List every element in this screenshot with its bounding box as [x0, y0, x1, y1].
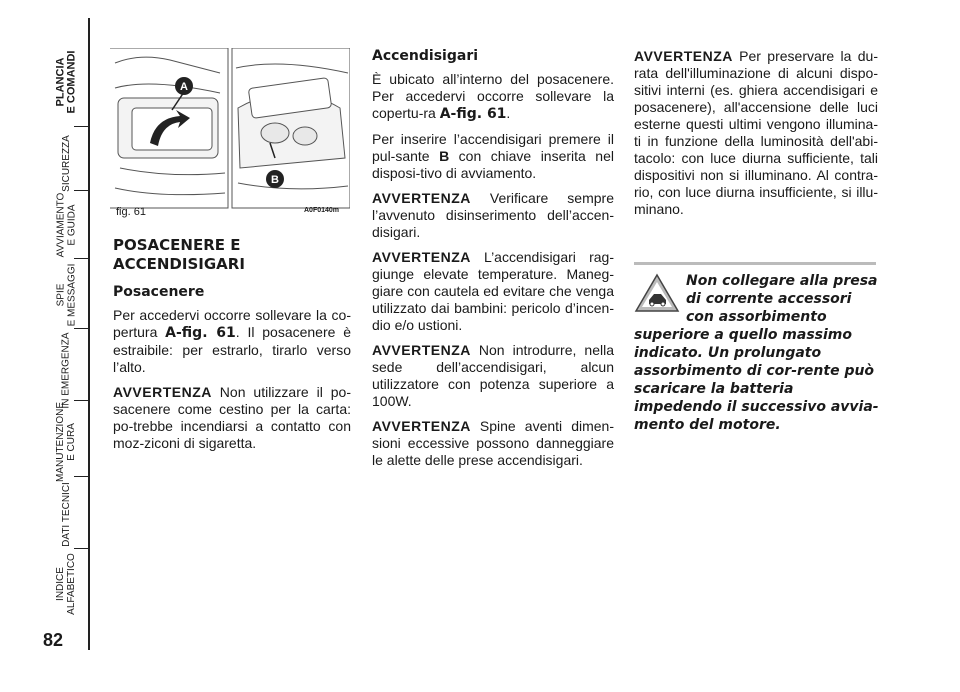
tab-label: PLANCIA E COMANDI	[54, 50, 78, 114]
figure-reference: A-fig. 61	[439, 106, 507, 122]
subtitle-posacenere: Posacenere	[113, 284, 205, 300]
tab-label: SPIE E MESSAGGI	[55, 263, 78, 327]
column-1	[113, 236, 351, 460]
column-2	[372, 48, 614, 477]
tab-divider	[74, 476, 90, 477]
section-title-line2: ACCENDISIGARI	[113, 255, 245, 273]
figure-label-b: B	[271, 174, 279, 186]
text: Per preservare la du-rata dell'illuminazione di alcuni dispo-sitivi interni (es. ghiera accendisigari e posacenere), all'accensione delle luci esterne questi ultimi vengono illumina-ti in funzione della luminosità dell'abi-tacolo: con luce diurna sufficiente, tali dispositivi non si illuminano. Al contra-rio, con luce diurna insufficiente, si illu-minano.	[634, 48, 878, 217]
warning-label: AVVERTENZA	[372, 342, 471, 358]
tab-label: SICUREZZA	[60, 134, 72, 192]
text: Non utilizzare il po-sacenere come cestino per la carta: po-trebbe incendiarsi a contatto con moz-ziconi di sigaretta.	[113, 384, 351, 451]
warning-paragraph	[113, 384, 351, 452]
caution-top-rule	[634, 262, 876, 265]
section-sidebar	[0, 0, 100, 692]
tab-divider	[74, 548, 90, 549]
text: con chiave inserita nel disposi-tivo di avviamento.	[372, 148, 614, 181]
sidebar-rule	[88, 18, 90, 650]
text: . Il posacenere è estraibile: per estrarlo, tirarlo verso l’alto.	[113, 324, 352, 375]
text: L’accendisigari rag-giunge elevate temperature. Maneg-giare con cautela ed evitare che venga utilizzato dai bambini: pericolo d’incen-dio e/o ustioni.	[372, 249, 614, 333]
paragraph	[113, 307, 351, 376]
text: Spine aventi dimen-sioni eccessive possono danneggiare le alette delle prese accendisigari.	[372, 418, 614, 468]
tab-avviamento-e-guida[interactable]	[46, 190, 86, 260]
tab-sicurezza[interactable]	[46, 128, 86, 198]
paragraph	[372, 131, 614, 182]
warning-label: AVVERTENZA	[634, 48, 733, 64]
tab-manutenzione-e-cura[interactable]	[46, 402, 86, 482]
figure-reference: A-fig. 61	[165, 325, 236, 341]
text: .	[506, 105, 511, 121]
warning-paragraph	[372, 249, 614, 334]
caution-box	[634, 272, 880, 434]
text: Per inserire l’accendisigari premere il pul-sante	[372, 131, 614, 164]
section-title-line1: POSACENERE E	[113, 236, 241, 254]
tab-label: MANUTENZIONE E CURA	[55, 402, 77, 482]
text: Per accedervi occorre sollevare la co-pertura	[113, 307, 351, 340]
tab-divider	[74, 400, 90, 401]
subtitle-accendisigari: Accendisigari	[372, 48, 479, 64]
warning-label: AVVERTENZA	[372, 190, 471, 206]
tab-plancia-e-comandi[interactable]	[46, 34, 86, 130]
tab-indice-alfabetico[interactable]	[46, 550, 86, 618]
tab-dati-tecnici[interactable]	[46, 478, 86, 550]
warning-paragraph	[372, 190, 614, 241]
figure-code: A0F0140m	[304, 207, 340, 214]
tab-label: INDICE ALFABETICO	[55, 553, 77, 615]
warning-paragraph	[372, 418, 614, 469]
text: Non introdurre, nella sede dell’accendisigari, alcun utilizzatore con potenza superiore a 100W.	[372, 342, 614, 409]
tab-label: AVVIAMENTO E GUIDA	[55, 192, 77, 258]
tab-divider	[74, 126, 90, 127]
page-number: 82	[42, 630, 64, 650]
section-title	[113, 236, 351, 274]
paragraph	[372, 71, 614, 123]
warning-paragraph	[372, 342, 614, 410]
tab-divider	[74, 258, 90, 259]
warning-triangle-icon	[634, 272, 680, 314]
tab-label: DATI TECNICI	[60, 481, 72, 547]
tab-label: IN EMERGENZA	[60, 331, 72, 409]
figure-label-a: A	[180, 81, 188, 93]
warning-label: AVVERTENZA	[113, 384, 212, 400]
tab-in-emergenza[interactable]	[46, 330, 86, 410]
text: Verificare sempre l’avvenuto disinserimento dell’accen-disigari.	[372, 190, 614, 240]
tab-divider	[74, 328, 90, 329]
column-3	[634, 48, 878, 226]
button-reference: B	[439, 148, 450, 164]
warning-label: AVVERTENZA	[372, 418, 471, 434]
text: È ubicato all’interno del posacenere. Per accedervi occorre sollevare la copertu-ra	[372, 71, 614, 121]
warning-paragraph	[634, 48, 878, 218]
caution-text: Non collegare alla presa di corrente accessori con assorbimento superiore a quello massimo indicato. Un prolungato assorbimento di cor-rente può scaricare la batteria impedendo il successivo avvia-mento del motore.	[634, 273, 879, 433]
tab-spie-e-messaggi[interactable]	[46, 260, 86, 330]
figure-caption: fig. 61	[116, 206, 146, 218]
warning-label: AVVERTENZA	[372, 249, 471, 265]
figure-61-ashtray-illustration	[110, 48, 350, 226]
